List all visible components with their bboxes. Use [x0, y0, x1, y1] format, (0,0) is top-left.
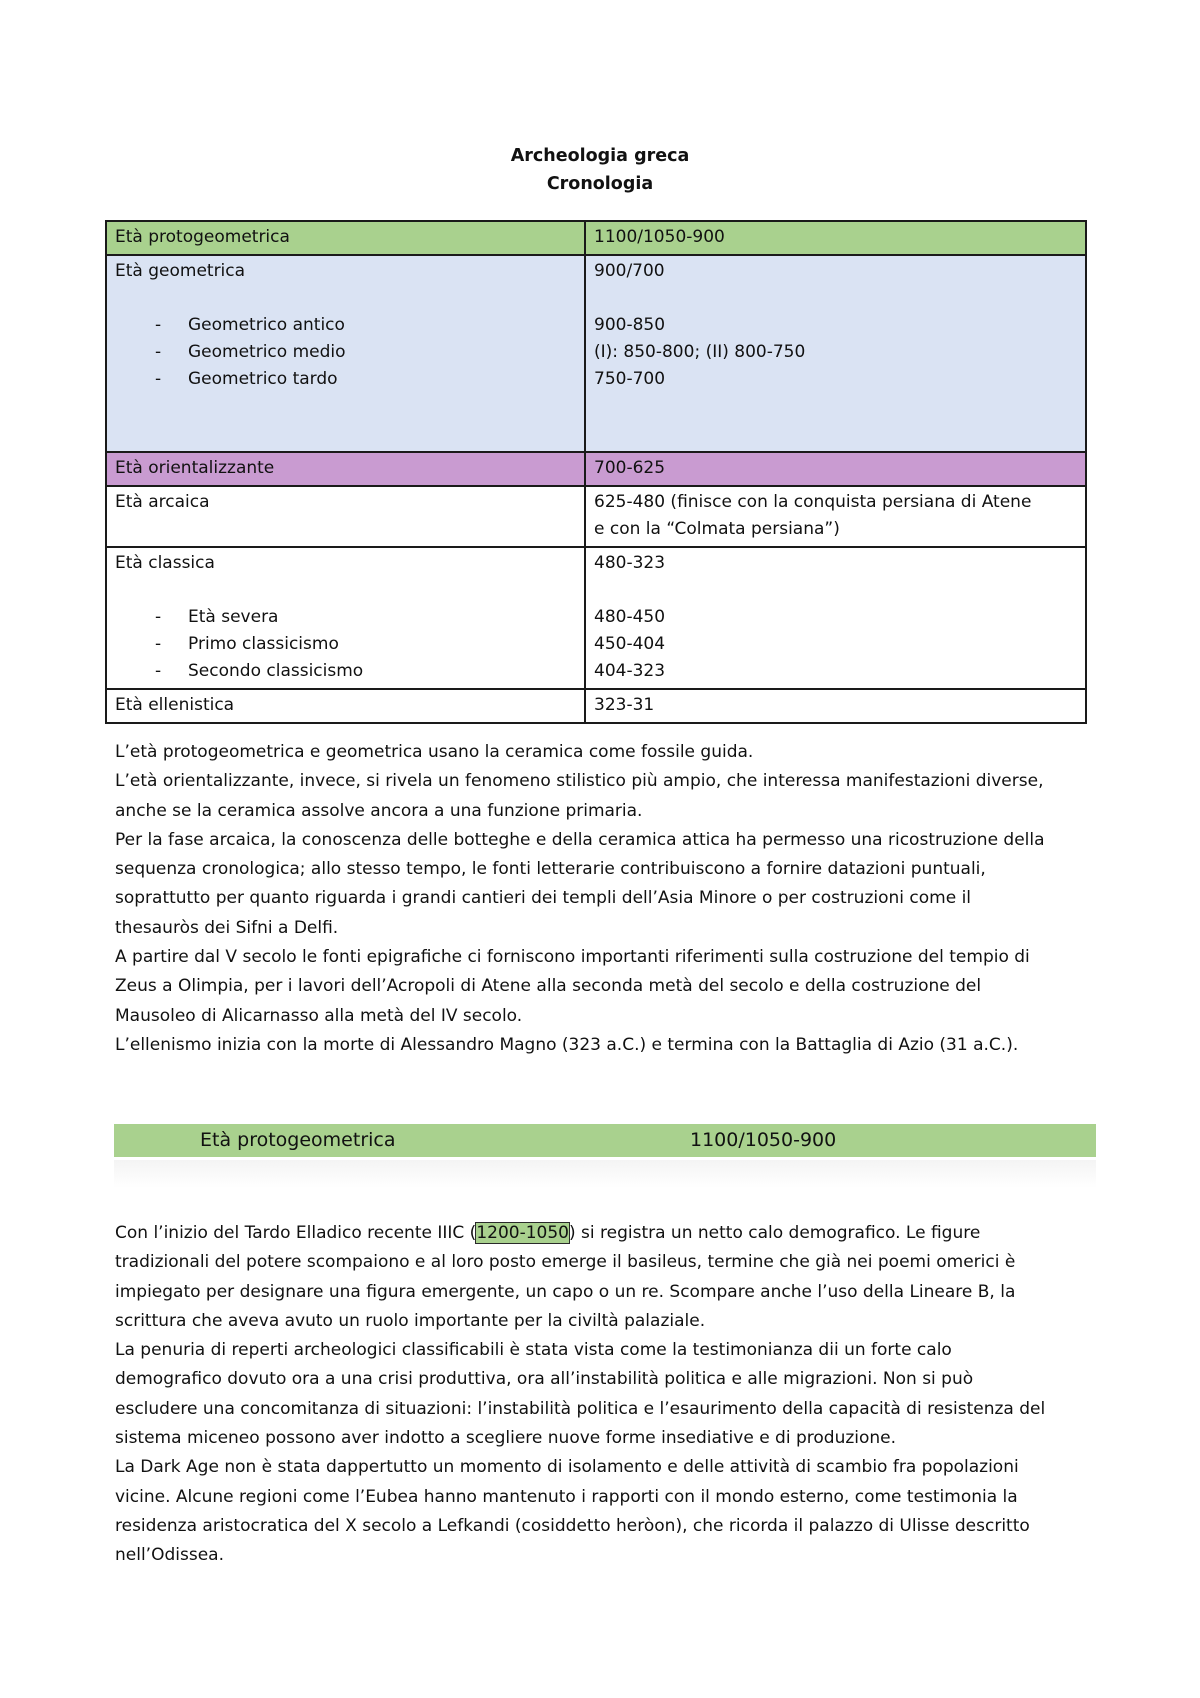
text-line: nell’Odissea. [115, 1545, 224, 1566]
period-label: Età protogeometrica [106, 221, 585, 255]
text-line: residenza aristocratica del X secolo a Lefkandi (cosiddetto heròon), che ricorda il palazzo di Ulisse descritto [115, 1515, 1030, 1536]
highlighted-dates: 1200-1050 [476, 1223, 569, 1243]
text-line: vicine. Alcune regioni come l’Eubea hanno mantenuto i rapporti con il mondo esterno, come testimonia la [115, 1486, 1018, 1507]
section-label: Età protogeometrica [200, 1129, 396, 1151]
chronology-table [105, 220, 1087, 724]
section-banner [114, 1124, 1096, 1157]
text-line: sequenza cronologica; allo stesso tempo, le fonti letterarie contribuiscono a fornire datazioni puntuali, [115, 859, 986, 880]
text-line: Con l’inizio del Tardo Elladico recente IIIC (1200-1050) si registra un netto calo demografico. Le figure [115, 1223, 981, 1243]
text-line: La Dark Age non è stata dappertutto un momento di isolamento e delle attività di scambio fra popolazioni [115, 1457, 1019, 1478]
subperiod-item: - Età severa [155, 607, 279, 627]
table-row [106, 689, 1086, 723]
table-row [106, 547, 1086, 689]
subperiod-item: - Geometrico tardo [155, 369, 338, 389]
period-dates-note: e con la “Colmata persiana”) [594, 519, 840, 539]
table-row [106, 486, 1086, 547]
period-dates: 625-480 (finisce con la conquista persiana di Atene [594, 492, 1032, 512]
text-line: scrittura che aveva avuto un ruolo importante per la civiltà palaziale. [115, 1310, 706, 1331]
text-line: impiegato per designare una figura emergente, un capo o un re. Scompare anche l’uso della Lineare B, la [115, 1281, 1016, 1302]
subperiod-dates: 404-323 [594, 661, 666, 681]
subperiod-dates: (I): 850-800; (II) 800-750 [594, 342, 806, 362]
section-dates: 1100/1050-900 [690, 1129, 837, 1151]
period-dates: 700-625 [585, 452, 1086, 486]
period-dates: 480-323 [594, 553, 666, 573]
subperiod-label: Primo classicismo [188, 634, 339, 654]
text-line: Zeus a Olimpia, per i lavori dell’Acropoli di Atene alla seconda metà del secolo e della costruzione del [115, 976, 982, 997]
document-title: Archeologia greca [510, 146, 690, 166]
subperiod-item: - Secondo classicismo [155, 661, 364, 681]
subperiod-label: Geometrico tardo [188, 369, 338, 389]
text-line: L’ellenismo inizia con la morte di Alessandro Magno (323 a.C.) e termina con la Battaglia di Azio (31 a.C.). [115, 1034, 1019, 1055]
period-dates-cell [585, 255, 1086, 452]
banner-shadow [114, 1160, 1096, 1188]
subperiod-label: Geometrico antico [188, 315, 345, 335]
subperiod-dates: 750-700 [594, 369, 666, 389]
period-dates: 1100/1050-900 [585, 221, 1086, 255]
text-line: Per la fase arcaica, la conoscenza delle botteghe e della ceramica attica ha permesso una ricostruzione della [115, 829, 1045, 850]
subperiod-item: - Geometrico antico [155, 315, 345, 335]
period-label: Età geometrica [115, 261, 246, 281]
body-paragraph [115, 1219, 1105, 1571]
subperiod-label: Età severa [188, 607, 279, 627]
intro-paragraph [115, 738, 1105, 1060]
text-line: thesauròs dei Sifni a Delfi. [115, 917, 339, 938]
document-subtitle: Cronologia [546, 174, 654, 194]
period-dates: 900/700 [594, 261, 665, 281]
period-label: Età arcaica [106, 486, 585, 547]
text-line: anche se la ceramica assolve ancora a una funzione primaria. [115, 800, 643, 821]
subperiod-label: Secondo classicismo [188, 661, 364, 681]
text-line: A partire dal V secolo le fonti epigrafiche ci forniscono importanti riferimenti sulla costruzione del tempio di [115, 947, 1030, 968]
text-line: Mausoleo di Alicarnasso alla metà del IV secolo. [115, 1005, 523, 1026]
text-line: sistema miceneo possono aver indotto a scegliere nuove forme insediative e di produzione. [115, 1428, 897, 1449]
period-label: Età classica [115, 553, 215, 573]
subperiod-label: Geometrico medio [188, 342, 346, 362]
subperiod-dates: 480-450 [594, 607, 666, 627]
text-line: La penuria di reperti archeologici classificabili è stata vista come la testimonianza dii un forte calo [115, 1340, 952, 1361]
period-label: Età orientalizzante [106, 452, 585, 486]
period-dates-cell [585, 547, 1086, 689]
period-label: Età ellenistica [106, 689, 585, 723]
period-label-cell [106, 255, 585, 452]
subperiod-item: - Primo classicismo [155, 634, 339, 654]
subperiod-dates: 450-404 [594, 634, 666, 654]
text-line: L’età orientalizzante, invece, si rivela un fenomeno stilistico più ampio, che interessa manifestazioni diverse, [115, 771, 1044, 792]
text-line: demografico dovuto ora a una crisi produttiva, ora all’instabilità politica e alle migrazioni. Non si può [115, 1369, 974, 1390]
subperiod-item: - Geometrico medio [155, 342, 346, 362]
table-row [106, 221, 1086, 255]
table-row [106, 255, 1086, 452]
subperiod-dates: 900-850 [594, 315, 666, 335]
text-line: soprattutto per quanto riguarda i grandi cantieri dei templi dell’Asia Minore o per costruzioni come il [115, 888, 972, 909]
period-dates-cell [585, 486, 1086, 547]
text-line: escludere una concomitanza di situazioni: l’instabilità politica e l’esaurimento della capacità di resistenza del [115, 1398, 1046, 1419]
period-label-cell [106, 547, 585, 689]
table-row [106, 452, 1086, 486]
text-line: L’età protogeometrica e geometrica usano la ceramica come fossile guida. [115, 742, 754, 762]
period-dates: 323-31 [585, 689, 1086, 723]
text-line: tradizionali del potere scompaiono e al loro posto emerge il basileus, termine che già nei poemi omerici è [115, 1252, 1016, 1273]
